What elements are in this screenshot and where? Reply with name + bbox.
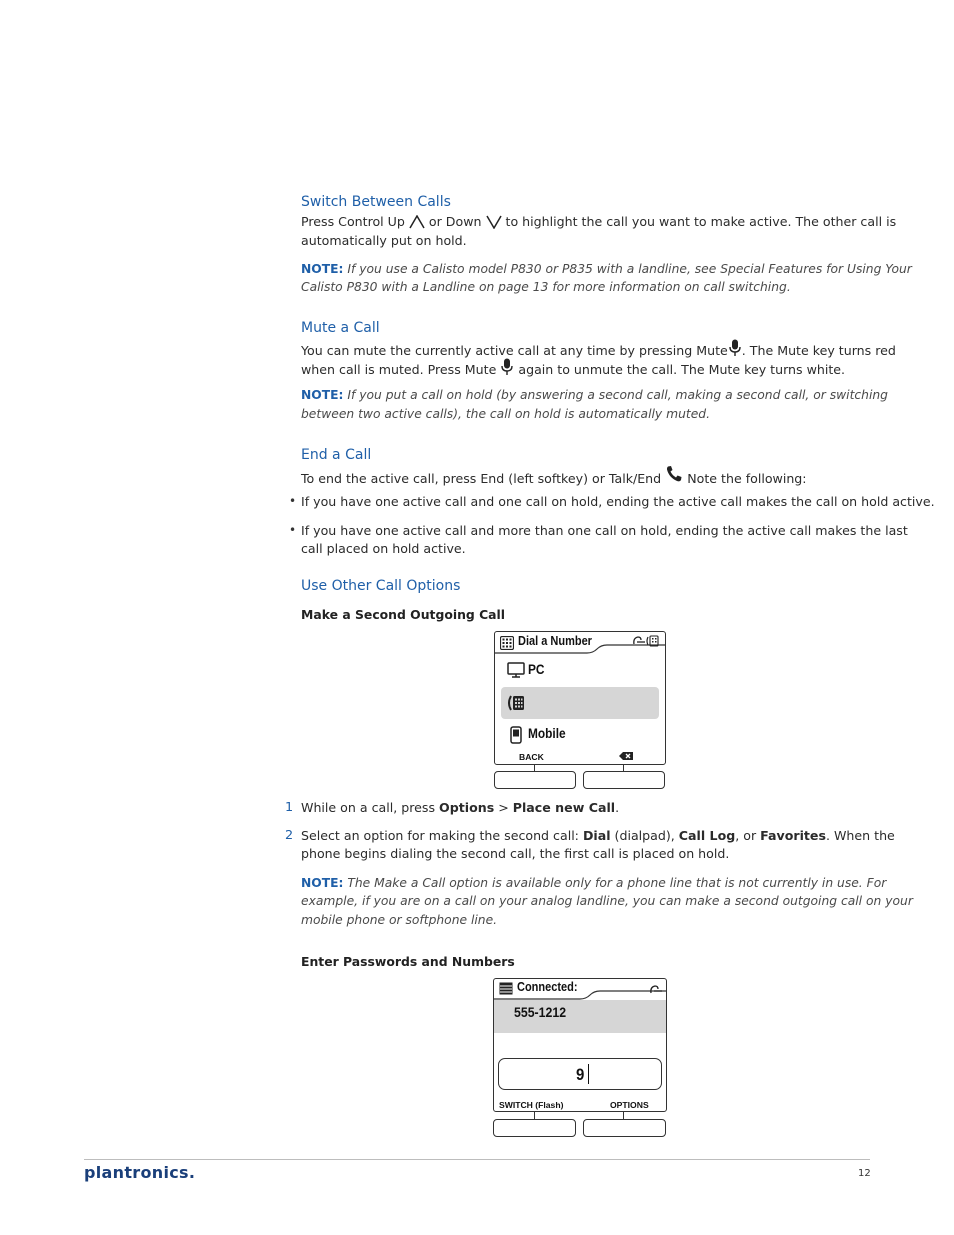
chevron-up-icon bbox=[409, 215, 425, 229]
softkey-stem bbox=[623, 764, 624, 771]
step-1-text: While on a call, press Options > Place new Call. bbox=[301, 800, 620, 815]
switch-note-line2: Calisto P830 with a Landline on page 13 for more information on call switching. bbox=[301, 280, 791, 294]
section-heading-mute: Mute a Call bbox=[301, 320, 380, 336]
step-number: 1 bbox=[285, 800, 294, 815]
footer-divider bbox=[84, 1159, 870, 1160]
mobile-phone-icon bbox=[510, 726, 522, 744]
step-number: 2 bbox=[285, 828, 294, 843]
note-label: NOTE: bbox=[301, 262, 344, 276]
menu-item-deskphone-highlight[interactable] bbox=[501, 687, 659, 719]
switch-paragraph-line1: Press Control Up or Down to highlight the call you want to make active. The other call is bbox=[301, 214, 897, 229]
plantronics-logo: plantronics. bbox=[84, 1163, 196, 1182]
phone-screen-connected bbox=[493, 978, 667, 1112]
softkey-label-back: BACK bbox=[519, 752, 544, 762]
mute-paragraph-line2: when call is muted. Press Mute again to unmute the call. The Mute key turns white. bbox=[301, 358, 845, 380]
menu-item-mobile[interactable]: Mobile bbox=[528, 726, 566, 741]
softkey-label-switch: SWITCH (Flash) bbox=[499, 1100, 564, 1110]
headset-status-icon bbox=[632, 635, 660, 647]
pc-monitor-icon bbox=[507, 662, 525, 678]
softkey-stem bbox=[623, 1111, 624, 1119]
microphone-icon bbox=[500, 358, 514, 376]
digit-entry-field[interactable] bbox=[498, 1058, 662, 1090]
right-softkey-button[interactable] bbox=[583, 771, 665, 789]
screen-title: Connected: bbox=[517, 980, 578, 994]
phone-handset-icon bbox=[665, 465, 683, 483]
section-heading-switch: Switch Between Calls bbox=[301, 194, 451, 210]
options-note-line3: mobile phone or softphone line. bbox=[301, 913, 498, 927]
step-2-text-line1: Select an option for making the second call: Dial (dialpad), Call Log, or Favorites. When the bbox=[301, 828, 895, 843]
digit-entry-value: 9 bbox=[576, 1065, 585, 1084]
switch-note-line1: NOTE: If you use a Calisto model P830 or P835 with a landline, see Special Features for Using Your bbox=[301, 262, 912, 276]
softkey-stem bbox=[534, 1111, 535, 1119]
softkey-stem bbox=[534, 764, 535, 771]
subheading-second-call: Make a Second Outgoing Call bbox=[301, 607, 506, 622]
microphone-icon bbox=[728, 339, 742, 357]
backspace-icon bbox=[618, 751, 634, 761]
softkey-label-options: OPTIONS bbox=[610, 1100, 649, 1110]
end-bullet-2-line1: If you have one active call and more than one call on hold, ending the active call makes the last bbox=[301, 523, 908, 538]
note-label: NOTE: bbox=[301, 876, 344, 890]
section-heading-options: Use Other Call Options bbox=[301, 578, 461, 594]
options-note-line2: example, if you are on a call on your analog landline, you can make a second outgoing call on your bbox=[301, 894, 913, 908]
left-softkey-button[interactable] bbox=[494, 771, 576, 789]
call-number: 555-1212 bbox=[514, 1004, 567, 1020]
active-call-row[interactable] bbox=[494, 1000, 666, 1033]
subheading-passwords: Enter Passwords and Numbers bbox=[301, 954, 515, 969]
switch-paragraph-line2: automatically put on hold. bbox=[301, 233, 467, 248]
mute-note-line2: between two active calls), the call on hold is automatically muted. bbox=[301, 407, 710, 421]
text-cursor bbox=[588, 1064, 589, 1084]
mute-note-line1: NOTE: If you put a call on hold (by answering a second call, making a second call, or switching bbox=[301, 388, 888, 402]
end-bullet-1-line1: If you have one active call and one call on hold, ending the active call makes the call on hold active. bbox=[301, 494, 935, 509]
bullet-marker: • bbox=[289, 494, 297, 508]
phone-screen-dial bbox=[494, 631, 666, 765]
deskphone-icon bbox=[507, 695, 525, 711]
right-softkey-button[interactable] bbox=[583, 1119, 666, 1137]
menu-item-pc[interactable]: PC bbox=[528, 662, 545, 677]
section-heading-end: End a Call bbox=[301, 447, 372, 463]
left-softkey-button[interactable] bbox=[493, 1119, 576, 1137]
step-2-text-line2: phone begins dialing the second call, the first call is placed on hold. bbox=[301, 846, 730, 861]
end-bullet-2-line2: call placed on hold active. bbox=[301, 541, 466, 556]
note-label: NOTE: bbox=[301, 388, 344, 402]
chevron-down-icon bbox=[486, 215, 502, 229]
headset-status-icon bbox=[649, 984, 663, 995]
options-note-line1: NOTE: The Make a Call option is available only for a phone line that is not currently in use. For bbox=[301, 876, 887, 890]
mute-paragraph-line1: You can mute the currently active call at any time by pressing Mute . The Mute key turns red bbox=[301, 339, 896, 361]
end-paragraph-line1: To end the active call, press End (left softkey) or Talk/End Note the following: bbox=[301, 465, 807, 489]
screen-title: Dial a Number bbox=[518, 634, 592, 648]
bullet-marker: • bbox=[289, 523, 297, 537]
page-number: 12 bbox=[858, 1168, 871, 1179]
